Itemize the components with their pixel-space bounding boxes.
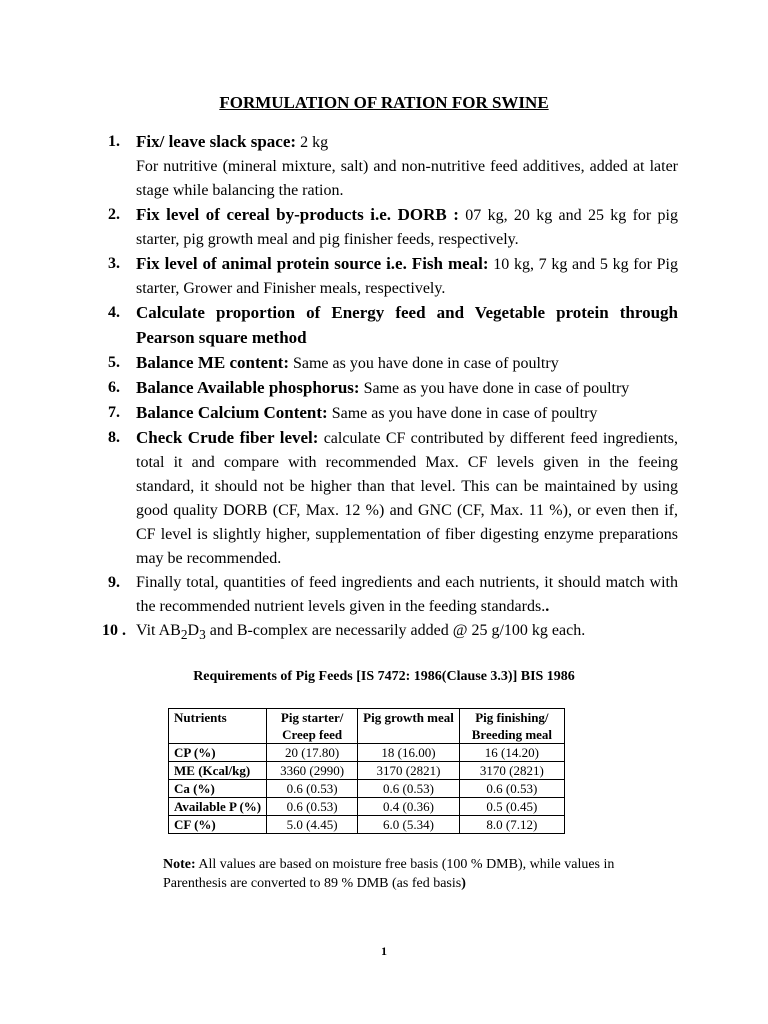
step-number: 5.	[108, 354, 120, 371]
note-label: Note:	[163, 857, 196, 872]
step-heading: Balance ME content:	[136, 353, 289, 372]
step-number: 10 .	[102, 622, 126, 639]
row-label: Available P (%)	[169, 798, 267, 816]
step-heading: Check Crude fiber level:	[136, 428, 319, 447]
table-cell: 5.0 (4.45)	[267, 816, 358, 834]
step-number: 9.	[108, 574, 120, 591]
list-item	[108, 203, 678, 252]
table-cell: 0.4 (0.36)	[358, 798, 460, 816]
table-cell: 3360 (2990)	[267, 762, 358, 780]
subscript: 2	[180, 627, 188, 643]
row-label: Ca (%)	[169, 780, 267, 798]
list-item	[102, 619, 678, 647]
step-number: 6.	[108, 379, 120, 396]
list-item	[108, 155, 678, 203]
step-heading: Fix level of cereal by-products i.e. DORB :	[136, 205, 459, 224]
table-cell: 20 (17.80)	[267, 744, 358, 762]
list-item: 9. Finally total, quantities of feed ingredients and each nutrients, it should match with the recommended nutrient levels given in the feeding standards..	[108, 571, 678, 619]
table-cell: 8.0 (7.12)	[459, 816, 564, 834]
table-cell: 18 (16.00)	[358, 744, 460, 762]
table-row	[169, 798, 565, 816]
column-header-pig-growth: Pig growth meal	[358, 709, 460, 744]
table-cell: 0.6 (0.53)	[267, 780, 358, 798]
list-item	[108, 401, 678, 426]
table-cell: 0.6 (0.53)	[358, 780, 460, 798]
step-text: D	[187, 622, 200, 639]
list-item	[108, 301, 678, 351]
table-cell: 3170 (2821)	[459, 762, 564, 780]
page-number: 1	[381, 944, 387, 958]
table-row	[169, 816, 565, 834]
table-row	[169, 762, 565, 780]
row-label: CF (%)	[169, 816, 267, 834]
table-cell: 3170 (2821)	[358, 762, 460, 780]
step-number: 3.	[108, 255, 120, 272]
row-label: CP (%)	[169, 744, 267, 762]
list-item	[108, 376, 678, 401]
step-text: and B-complex are necessarily added @ 25 g/100 kg each.	[205, 622, 586, 639]
step-text: Vit AB	[136, 622, 181, 639]
table-cell: 0.6 (0.53)	[267, 798, 358, 816]
step-text: 2 kg	[296, 134, 329, 151]
note-text: All values are based on moisture free basis (100 % DMB), while values in Parenthesis are converted to 89 % DMB (as fed basis	[163, 857, 615, 891]
step-text: Finally total, quantities of feed ingredients and each nutrients, it should match with the recommended nutrient levels given in the feeding standards.	[136, 574, 678, 615]
step-heading: Fix level of animal protein source i.e. Fish meal:	[136, 254, 489, 273]
step-number: 4.	[108, 304, 120, 321]
step-heading: Fix/ leave slack space:	[136, 132, 297, 151]
table-note	[163, 855, 623, 893]
step-text: calculate CF contributed by different feed ingredients, total it and compare with recommended Max. CF levels given in the feeing standard, it should not be higher than that level. This can be maintained by using good quality DORB (CF, Max. 12 %) and GNC (CF, Max. 11 %), or even then if, CF level is slightly higher, supplementation of fiber digesting enzyme preparations may be recommended.	[136, 430, 679, 567]
step-heading: Calculate proportion of Energy feed and Vegetable protein through Pearson square method	[136, 303, 678, 347]
table-title: Requirements of Pig Feeds [IS 7472: 1986(Clause 3.3)] BIS 1986	[193, 669, 575, 684]
list-item	[108, 252, 678, 301]
step-number: 7.	[108, 404, 120, 421]
note-close: )	[461, 876, 466, 891]
table-cell: 6.0 (5.34)	[358, 816, 460, 834]
step-text: 10 kg, 7 kg and 5 kg for Pig starter, Grower and Finisher meals, respectively.	[136, 256, 678, 297]
subscript: 3	[199, 627, 206, 643]
page-title: FORMULATION OF RATION FOR SWINE	[219, 93, 549, 112]
step-text: Same as you have done in case of poultry	[288, 355, 559, 372]
step-number: 1.	[108, 133, 120, 150]
table-header-row	[169, 709, 565, 744]
step-text: For nutritive (mineral mixture, salt) and non-nutritive feed additives, added at later stage while balancing the ration.	[136, 158, 678, 199]
step-heading: Balance Calcium Content:	[136, 403, 328, 422]
requirements-table	[168, 708, 565, 834]
list-item	[108, 351, 678, 376]
column-header-pig-finishing: Pig finishing/ Breeding meal	[459, 709, 564, 744]
column-header-pig-starter: Pig starter/ Creep feed	[267, 709, 358, 744]
table-row	[169, 744, 565, 762]
step-number: 2.	[108, 206, 120, 223]
step-number: 8.	[108, 429, 120, 446]
step-heading: Balance Available phosphorus:	[136, 378, 360, 397]
column-header-nutrients: Nutrients	[169, 709, 267, 744]
table-cell: 0.6 (0.53)	[459, 780, 564, 798]
steps-list	[102, 130, 679, 647]
list-item	[108, 130, 678, 155]
table-row	[169, 780, 565, 798]
table-cell: 16 (14.20)	[459, 744, 564, 762]
table-cell: 0.5 (0.45)	[459, 798, 564, 816]
row-label: ME (Kcal/kg)	[169, 762, 267, 780]
step-text: Same as you have done in case of poultry	[327, 405, 598, 422]
list-item	[108, 426, 678, 571]
step-text: 07 kg, 20 kg and 25 kg for pig starter, pig growth meal and pig finisher feeds, respectively.	[136, 207, 678, 248]
step-text: Same as you have done in case of poultry	[359, 380, 630, 397]
